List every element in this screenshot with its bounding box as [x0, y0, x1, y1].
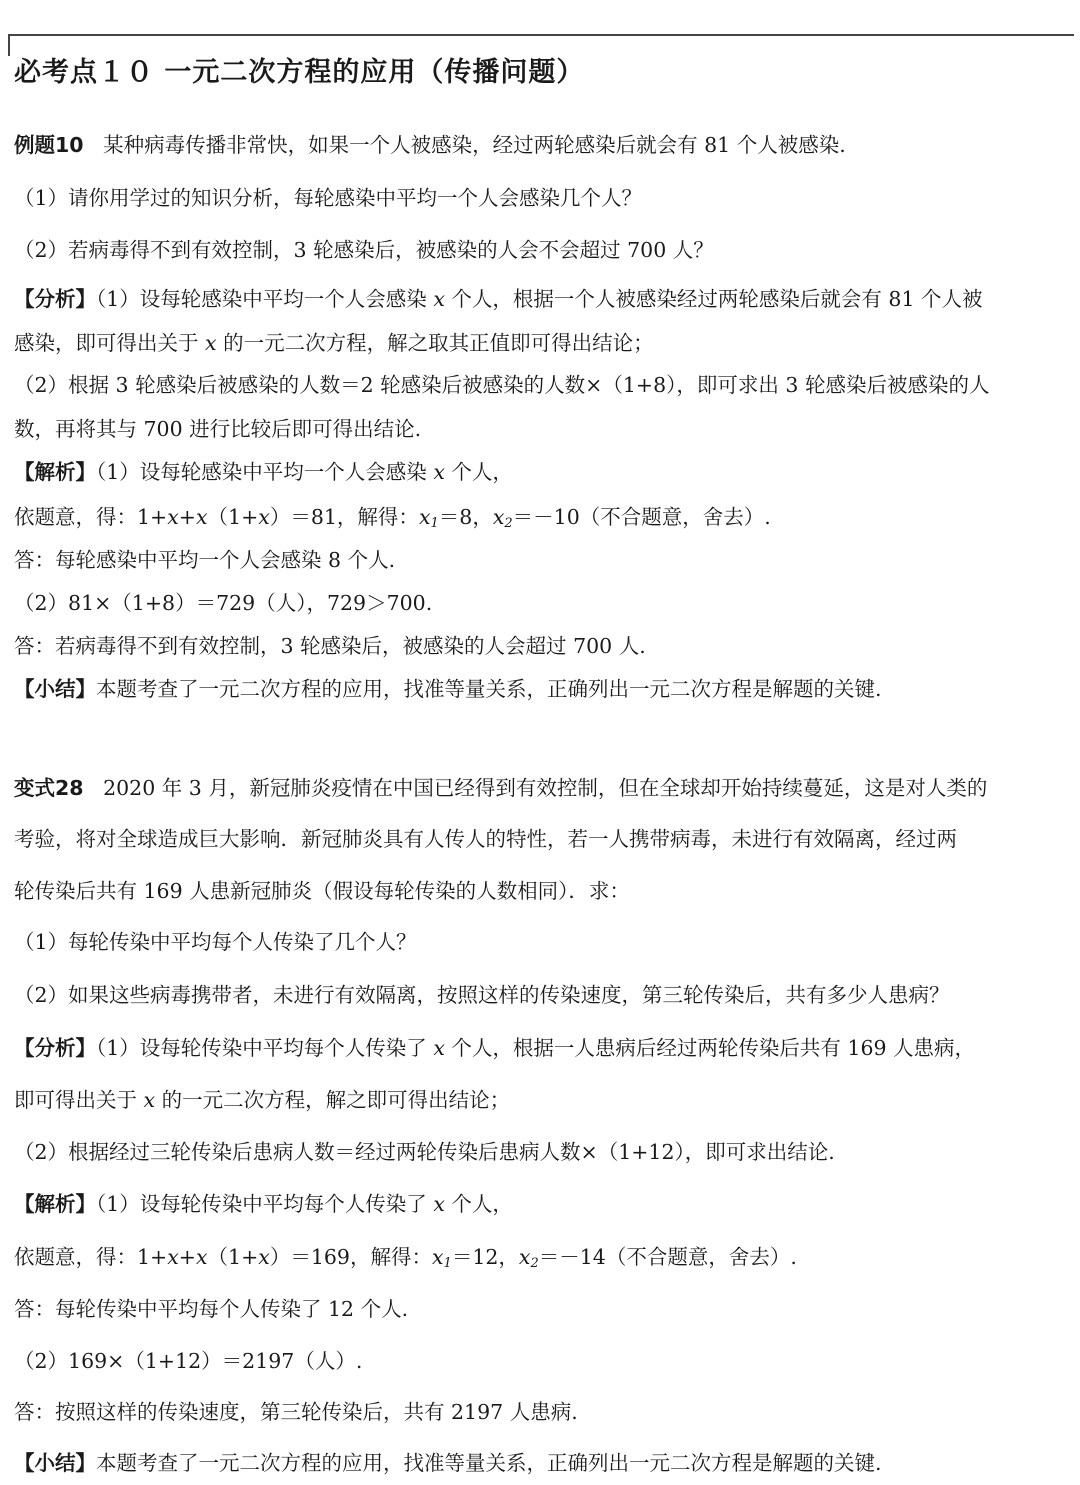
example-analysis-line-2	[14, 331, 654, 356]
analysis-text: （1）设每轮传染中平均每个人传染了	[96, 1036, 434, 1060]
variable-x: x	[433, 287, 445, 311]
equation-text: 依题意，得：1+	[14, 505, 168, 529]
variable-x: x	[258, 505, 270, 529]
example-stem: 某种病毒传播非常快，如果一个人被感染，经过两轮感染后就会有 81 个人被感染.	[103, 133, 846, 157]
equation-text: +	[178, 1245, 196, 1269]
variable-x: x	[258, 1245, 270, 1269]
variant-stem-line-1	[14, 776, 987, 801]
summary-label: 【小结】	[14, 1451, 96, 1475]
analysis-text: 个人，根据一人患病后经过两轮传染后共有 169 人患病，	[444, 1036, 976, 1060]
analysis-text: 即可得出关于	[14, 1088, 144, 1112]
variant-stem-line-2: 考验，将对全球造成巨大影响．新冠肺炎具有人传人的特性，若一人携带病毒，未进行有效隔离，经过两	[14, 827, 957, 851]
analysis-text: 个人，根据一个人被感染经过两轮感染后就会有 81 个人被	[444, 287, 983, 311]
variable-x: x	[143, 1088, 156, 1112]
example-summary	[14, 677, 882, 702]
analysis-label: 【分析】	[14, 1036, 96, 1060]
variant-question-2: （2）如果这些病毒携带者，未进行有效隔离，按照这样的传染速度，第三轮传染后，共有多少人患病？	[14, 983, 950, 1007]
top-rule	[8, 34, 1074, 36]
equation-text: ＝－14（不合题意，舍去）.	[538, 1245, 797, 1269]
variant-answer-1: 答：每轮传染中平均每个人传染了 12 个人.	[14, 1297, 409, 1321]
variable-x: x	[195, 1245, 208, 1269]
equation-text: ＝－10（不合题意，舍去）.	[512, 505, 771, 529]
variable-x2: $x_2$	[518, 1245, 539, 1271]
analysis-label: 【分析】	[14, 287, 96, 311]
variant-stem-line-3: 轮传染后共有 169 人患新冠肺炎（假设每轮传染的人数相同）．求：	[14, 879, 630, 903]
variable-x2: $x_2$	[492, 505, 513, 531]
variant-answer-2: 答：按照这样的传染速度，第三轮传染后，共有 2197 人患病.	[14, 1400, 578, 1424]
equation-text: （1+	[207, 1245, 259, 1269]
variant-label: 变式28	[14, 776, 84, 800]
summary-text: 本题考查了一元二次方程的应用，找准等量关系，正确列出一元二次方程是解题的关键.	[96, 1451, 882, 1475]
solution-text: （1）设每轮传染中平均每个人传染了	[96, 1192, 434, 1216]
variant-equation	[14, 1245, 797, 1272]
page-title: 必考点１０ 一元二次方程的应用（传播问题）	[14, 57, 585, 88]
variant-analysis-line-1	[14, 1036, 975, 1061]
example-label: 例题10	[14, 133, 84, 157]
variant-solution-line-1	[14, 1192, 513, 1217]
variant-summary	[14, 1451, 882, 1476]
variant-question-1: （1）每轮传染中平均每个人传染了几个人？	[14, 930, 417, 954]
variable-x: x	[433, 460, 445, 484]
solution-text: 个人，	[444, 460, 513, 484]
variant-analysis-line-3: （2）根据经过三轮传染后患病人数＝经过两轮传染后患病人数×（1+12），即可求出结论.	[14, 1140, 835, 1164]
example-equation	[14, 505, 771, 532]
variable-x: x	[167, 1245, 179, 1269]
analysis-text: 感染，即可得出关于	[14, 331, 206, 355]
example-analysis-line-4: 数，再将其与 700 进行比较后即可得出结论.	[14, 417, 422, 441]
variant-stem: 2020 年 3 月，新冠肺炎疫情在中国已经得到有效控制，但在全球却开始持续蔓延，这是对人类的	[103, 776, 988, 800]
example-calc-2: （2）81×（1+8）＝729（人），729＞700.	[14, 591, 433, 615]
analysis-text: 的一元二次方程，解之即可得出结论；	[155, 1088, 511, 1112]
equation-text: 依题意，得：1+	[14, 1245, 168, 1269]
example-analysis-line-3: （2）根据 3 轮感染后被感染的人数＝2 轮感染后被感染的人数×（1+8），即可求出 3 轮感染后被感染的人	[14, 373, 990, 397]
example-question-1: （1）请你用学过的知识分析，每轮感染中平均一个人会感染几个人？	[14, 186, 643, 210]
variable-x: x	[433, 1036, 445, 1060]
example-analysis-line-1	[14, 287, 983, 312]
variable-x: x	[167, 505, 179, 529]
solution-label: 【解析】	[14, 460, 96, 484]
variable-x: x	[205, 331, 217, 355]
variable-x1: $x_1$	[431, 1245, 452, 1271]
example-answer-2: 答：若病毒得不到有效控制，3 轮感染后，被感染的人会超过 700 人.	[14, 634, 646, 658]
analysis-text: 的一元二次方程，解之取其正值即可得出结论；	[216, 331, 654, 355]
variant-analysis-line-2	[14, 1088, 510, 1113]
variable-x: x	[433, 1192, 445, 1216]
equation-text: +	[178, 505, 196, 529]
left-rule	[8, 34, 10, 56]
equation-text: ）＝169，解得：	[269, 1245, 432, 1269]
solution-label: 【解析】	[14, 1192, 96, 1216]
example-stem-line	[14, 133, 846, 158]
example-question-2: （2）若病毒得不到有效控制，3 轮感染后，被感染的人会不会超过 700 人？	[14, 238, 714, 262]
summary-text: 本题考查了一元二次方程的应用，找准等量关系，正确列出一元二次方程是解题的关键.	[96, 677, 882, 701]
variant-calc-2: （2）169×（1+12）＝2197（人）.	[14, 1349, 363, 1373]
variable-x: x	[195, 505, 208, 529]
summary-label: 【小结】	[14, 677, 96, 701]
analysis-text: （1）设每轮感染中平均一个人会感染	[96, 287, 434, 311]
equation-text: ＝12，	[451, 1245, 519, 1269]
solution-text: 个人，	[444, 1192, 513, 1216]
equation-text: ＝8，	[438, 505, 493, 529]
example-solution-line-1	[14, 460, 513, 485]
example-answer-1: 答：每轮感染中平均一个人会感染 8 个人.	[14, 548, 396, 572]
equation-text: ）＝81，解得：	[269, 505, 419, 529]
equation-text: （1+	[207, 505, 259, 529]
variable-x1: $x_1$	[418, 505, 439, 531]
solution-text: （1）设每轮感染中平均一个人会感染	[96, 460, 434, 484]
